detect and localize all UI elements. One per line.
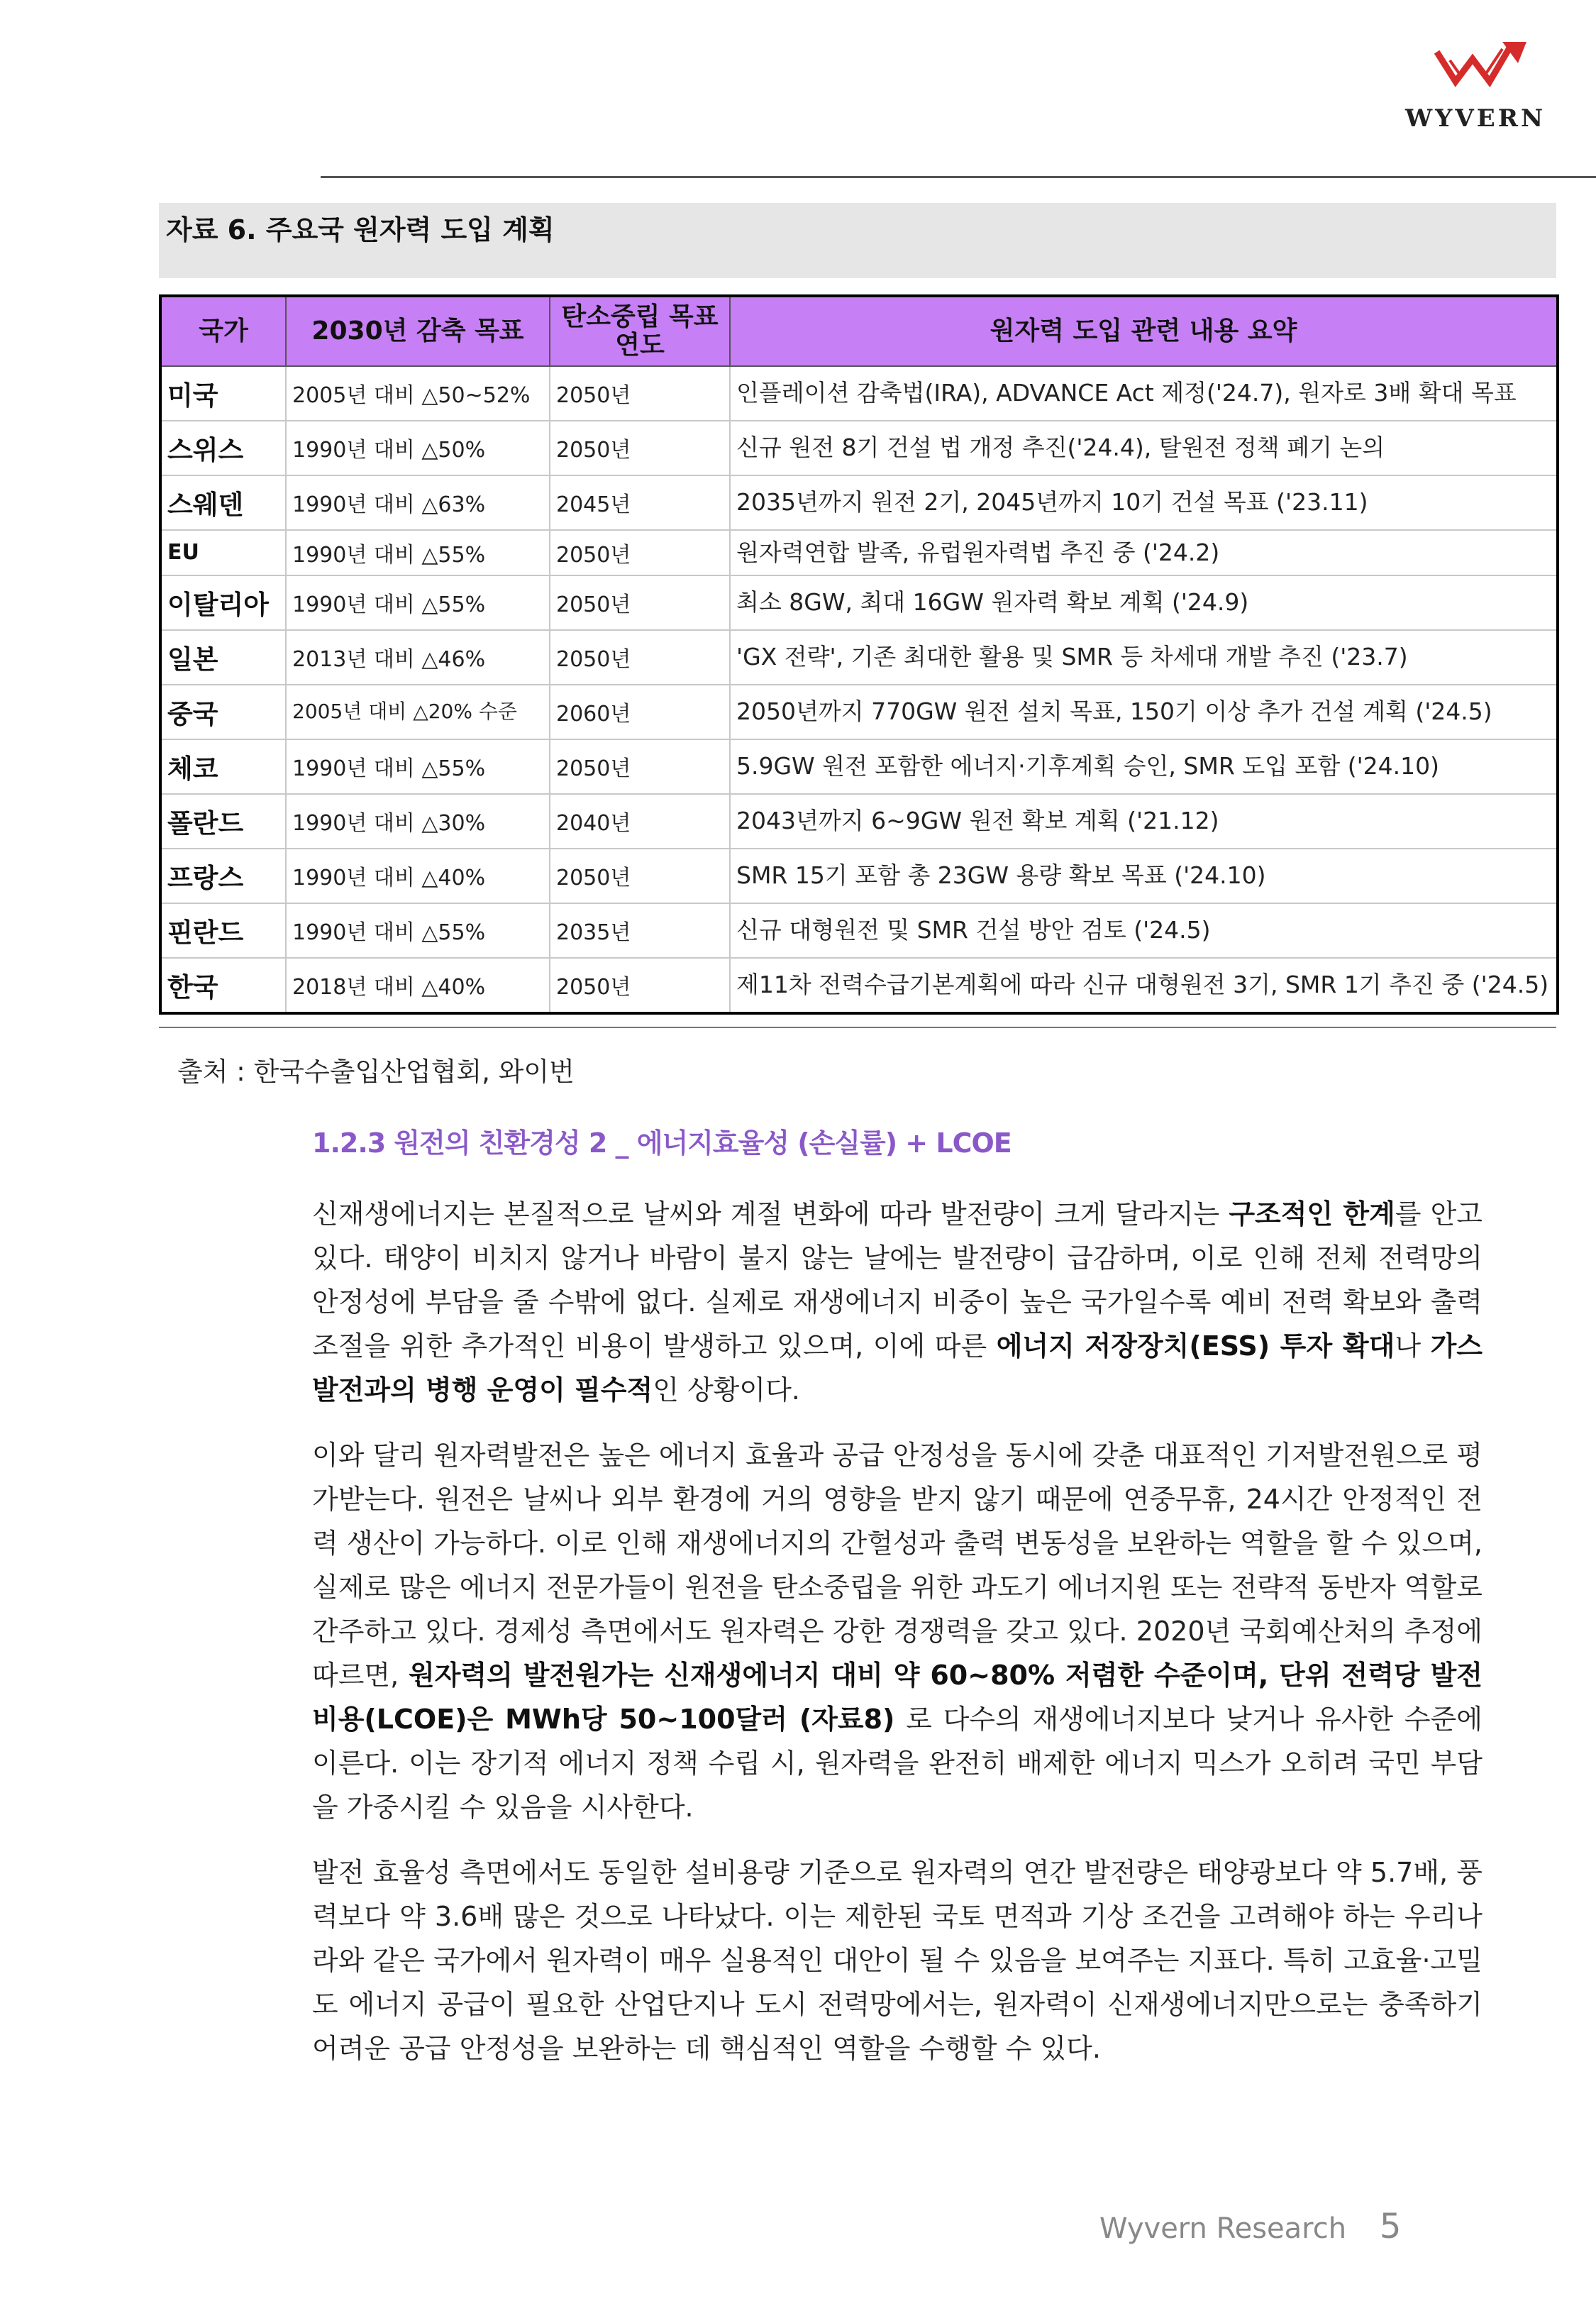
table-row — [160, 685, 1558, 739]
text-run: 이와 달리 원자력발전은 높은 에너지 효율과 공급 안정성을 동시에 갖춘 대표적인 기저발전원으로 평가받는다. 원전은 날씨나 외부 환경에 거의 영향을 받지 않기 때문에 연중무휴, 24시간 안정적인 전력 생산이 가능하다. 이로 인해 재생에너지의 간헐성과 출력 변동성을 보완하는 역할을 할 수 있으며, 실제로 많은 에너지 전문가들이 원전을 탄소중립을 위한 과도기 에너지원 또는 전략적 동반자 역할로 간주하고 있다. 경제성 측면에서도 원자력은 강한 경쟁력을 갖고 있다. 2020년 국회예산처의 추정에 따르면, — [312, 1440, 1483, 1691]
header-divider — [321, 176, 1596, 178]
body-paragraph-3: 발전 효율성 측면에서도 동일한 설비용량 기준으로 원자력의 연간 발전량은 태양광보다 약 5.7배, 풍력보다 약 3.6배 많은 것으로 나타났다. 이는 제한된 국토 면적과 기상 조건을 고려해야 하는 우리나라와 같은 국가에서 원자력이 매우 실용적인 대안이 될 수 있음을 보여주는 지표다. 특히 고효율·고밀도 에너지 공급이 필요한 산업단지나 도시 전력망에서는, 원자력이 신재생에너지만으로는 충족하기 어려운 공급 안정성을 보완하는 데 핵심적인 역할을 수행할 수 있다. — [312, 1857, 1483, 2064]
text-run: 나 — [1395, 1330, 1431, 1362]
table-row — [160, 530, 1558, 575]
table-row — [160, 630, 1558, 685]
summary-cell: 5.9GW 원전 포함한 에너지·기후계획 승인, SMR 도입 포함 ('24.10) — [730, 739, 1558, 794]
summary-cell: 인플레이션 감축법(IRA), ADVANCE Act 제정('24.7), 원자로 3배 확대 목표 — [730, 366, 1558, 421]
target-cell: 2013년 대비 △46% — [286, 630, 550, 685]
target-cell: 1990년 대비 △40% — [286, 849, 550, 903]
section-heading: 1.2.3 원전의 친환경성 2 _ 에너지효율성 (손실률) + LCOE — [312, 1127, 1012, 1159]
table-header-row — [160, 296, 1558, 366]
table-row — [160, 475, 1558, 530]
year-cell: 2050년 — [550, 630, 730, 685]
country-cell: 체코 — [160, 739, 286, 794]
country-cell: 미국 — [160, 366, 286, 421]
figure-caption: 자료 6. 주요국 원자력 도입 계획 — [159, 203, 1556, 278]
text-run: 를 안고 있다. 태양이 비치지 않거나 바람이 불지 않는 날에는 발전량이 급감하며, 이로 인해 전체 전력망의 안정성에 부담을 줄 수밖에 없다. 실제로 재생에너지 비중이 높은 국가일수록 예비 전력 확보와 출력 조절을 위한 추가적인 비용이 발생하고 있으며, 이에 따른 — [312, 1198, 1483, 1362]
year-cell: 2050년 — [550, 739, 730, 794]
table-row — [160, 903, 1558, 958]
country-cell: 일본 — [160, 630, 286, 685]
emphasis-text: 구조적인 한계 — [1229, 1198, 1395, 1230]
emphasis-text: 가스발전과의 병행 운영이 필수적 — [312, 1330, 1483, 1406]
country-cell: 프랑스 — [160, 849, 286, 903]
year-cell: 2045년 — [550, 475, 730, 530]
table-row — [160, 794, 1558, 849]
figure-source: 출처 : 한국수출입산업협회, 와이번 — [177, 1057, 575, 1087]
target-cell: 1990년 대비 △55% — [286, 903, 550, 958]
wyvern-logo — [1390, 39, 1561, 138]
column-header-year: 탄소중립 목표연도 — [550, 296, 730, 366]
body-paragraph-2 — [312, 1433, 1483, 1829]
target-cell: 1990년 대비 △63% — [286, 475, 550, 530]
table-row — [160, 849, 1558, 903]
country-cell: 이탈리아 — [160, 575, 286, 630]
target-cell: 1990년 대비 △30% — [286, 794, 550, 849]
country-cell: 스웨덴 — [160, 475, 286, 530]
target-cell: 2018년 대비 △40% — [286, 958, 550, 1013]
year-cell: 2050년 — [550, 575, 730, 630]
nuclear-plan-table — [159, 294, 1559, 1015]
country-cell: 핀란드 — [160, 903, 286, 958]
table-row — [160, 739, 1558, 794]
target-cell: 1990년 대비 △55% — [286, 530, 550, 575]
logo-text: WYVERN — [1404, 104, 1546, 133]
table-row — [160, 575, 1558, 630]
emphasis-text: 에너지 저장장치(ESS) 투자 확대 — [996, 1330, 1395, 1362]
column-header-country: 국가 — [160, 296, 286, 366]
table-row — [160, 366, 1558, 421]
summary-cell: 2043년까지 6~9GW 원전 확보 계획 ('21.12) — [730, 794, 1558, 849]
year-cell: 2050년 — [550, 530, 730, 575]
column-header-summary: 원자력 도입 관련 내용 요약 — [730, 296, 1558, 366]
year-cell: 2050년 — [550, 849, 730, 903]
summary-cell: 신규 원전 8기 건설 법 개정 추진('24.4), 탈원전 정책 폐기 논의 — [730, 421, 1558, 475]
summary-cell: 2035년까지 원전 2기, 2045년까지 10기 건설 목표 ('23.11) — [730, 475, 1558, 530]
year-cell: 2050년 — [550, 366, 730, 421]
summary-cell: 신규 대형원전 및 SMR 건설 방안 검토 ('24.5) — [730, 903, 1558, 958]
target-cell: 2005년 대비 △50~52% — [286, 366, 550, 421]
target-cell: 1990년 대비 △55% — [286, 575, 550, 630]
summary-cell: 'GX 전략', 기존 최대한 활용 및 SMR 등 차세대 개발 추진 ('23.7) — [730, 630, 1558, 685]
year-cell: 2060년 — [550, 685, 730, 739]
table-row — [160, 421, 1558, 475]
summary-cell: 원자력연합 발족, 유럽원자력법 추진 중 ('24.2) — [730, 530, 1558, 575]
page-number: 5 — [1379, 2207, 1402, 2246]
page-footer — [1099, 2207, 1401, 2246]
body-paragraph-1 — [312, 1192, 1483, 1412]
country-cell: 스위스 — [160, 421, 286, 475]
text-run: 신재생에너지는 본질적으로 날씨와 계절 변화에 따라 발전량이 크게 달라지는 — [312, 1198, 1229, 1230]
country-cell: 한국 — [160, 958, 286, 1013]
year-cell: 2040년 — [550, 794, 730, 849]
emphasis-text: 원자력의 발전원가는 신재생에너지 대비 약 60~80% 저렴한 수준이며, 단위 전력당 발전비용(LCOE)은 MWh당 50~100달러 (자료8) — [312, 1660, 1483, 1735]
target-cell: 1990년 대비 △55% — [286, 739, 550, 794]
summary-cell: SMR 15기 포함 총 23GW 용량 확보 목표 ('24.10) — [730, 849, 1558, 903]
country-cell: 폴란드 — [160, 794, 286, 849]
country-cell: EU — [160, 530, 286, 575]
footer-brand: Wyvern Research — [1099, 2212, 1347, 2245]
target-cell: 1990년 대비 △50% — [286, 421, 550, 475]
wyvern-logo-mark-icon — [1434, 39, 1534, 96]
summary-cell: 2050년까지 770GW 원전 설치 목표, 150기 이상 추가 건설 계획 ('24.5) — [730, 685, 1558, 739]
target-cell: 2005년 대비 △20% 수준 — [286, 685, 550, 739]
text-run: 로 다수의 재생에너지보다 낮거나 유사한 수준에 이른다. 이는 장기적 에너지 정책 수립 시, 원자력을 완전히 배제한 에너지 믹스가 오히려 국민 부담을 가중시킬 수 있음을 시사한다. — [312, 1704, 1483, 1823]
year-cell: 2050년 — [550, 958, 730, 1013]
summary-cell: 제11차 전력수급기본계획에 따라 신규 대형원전 3기, SMR 1기 추진 중 ('24.5) — [730, 958, 1558, 1013]
year-cell: 2050년 — [550, 421, 730, 475]
year-cell: 2035년 — [550, 903, 730, 958]
country-cell: 중국 — [160, 685, 286, 739]
text-run: 인 상황이다. — [653, 1374, 800, 1406]
table-row — [160, 958, 1558, 1013]
summary-cell: 최소 8GW, 최대 16GW 원자력 확보 계획 ('24.9) — [730, 575, 1558, 630]
column-header-target: 2030년 감축 목표 — [286, 296, 550, 366]
table-bottom-divider — [159, 1027, 1556, 1028]
